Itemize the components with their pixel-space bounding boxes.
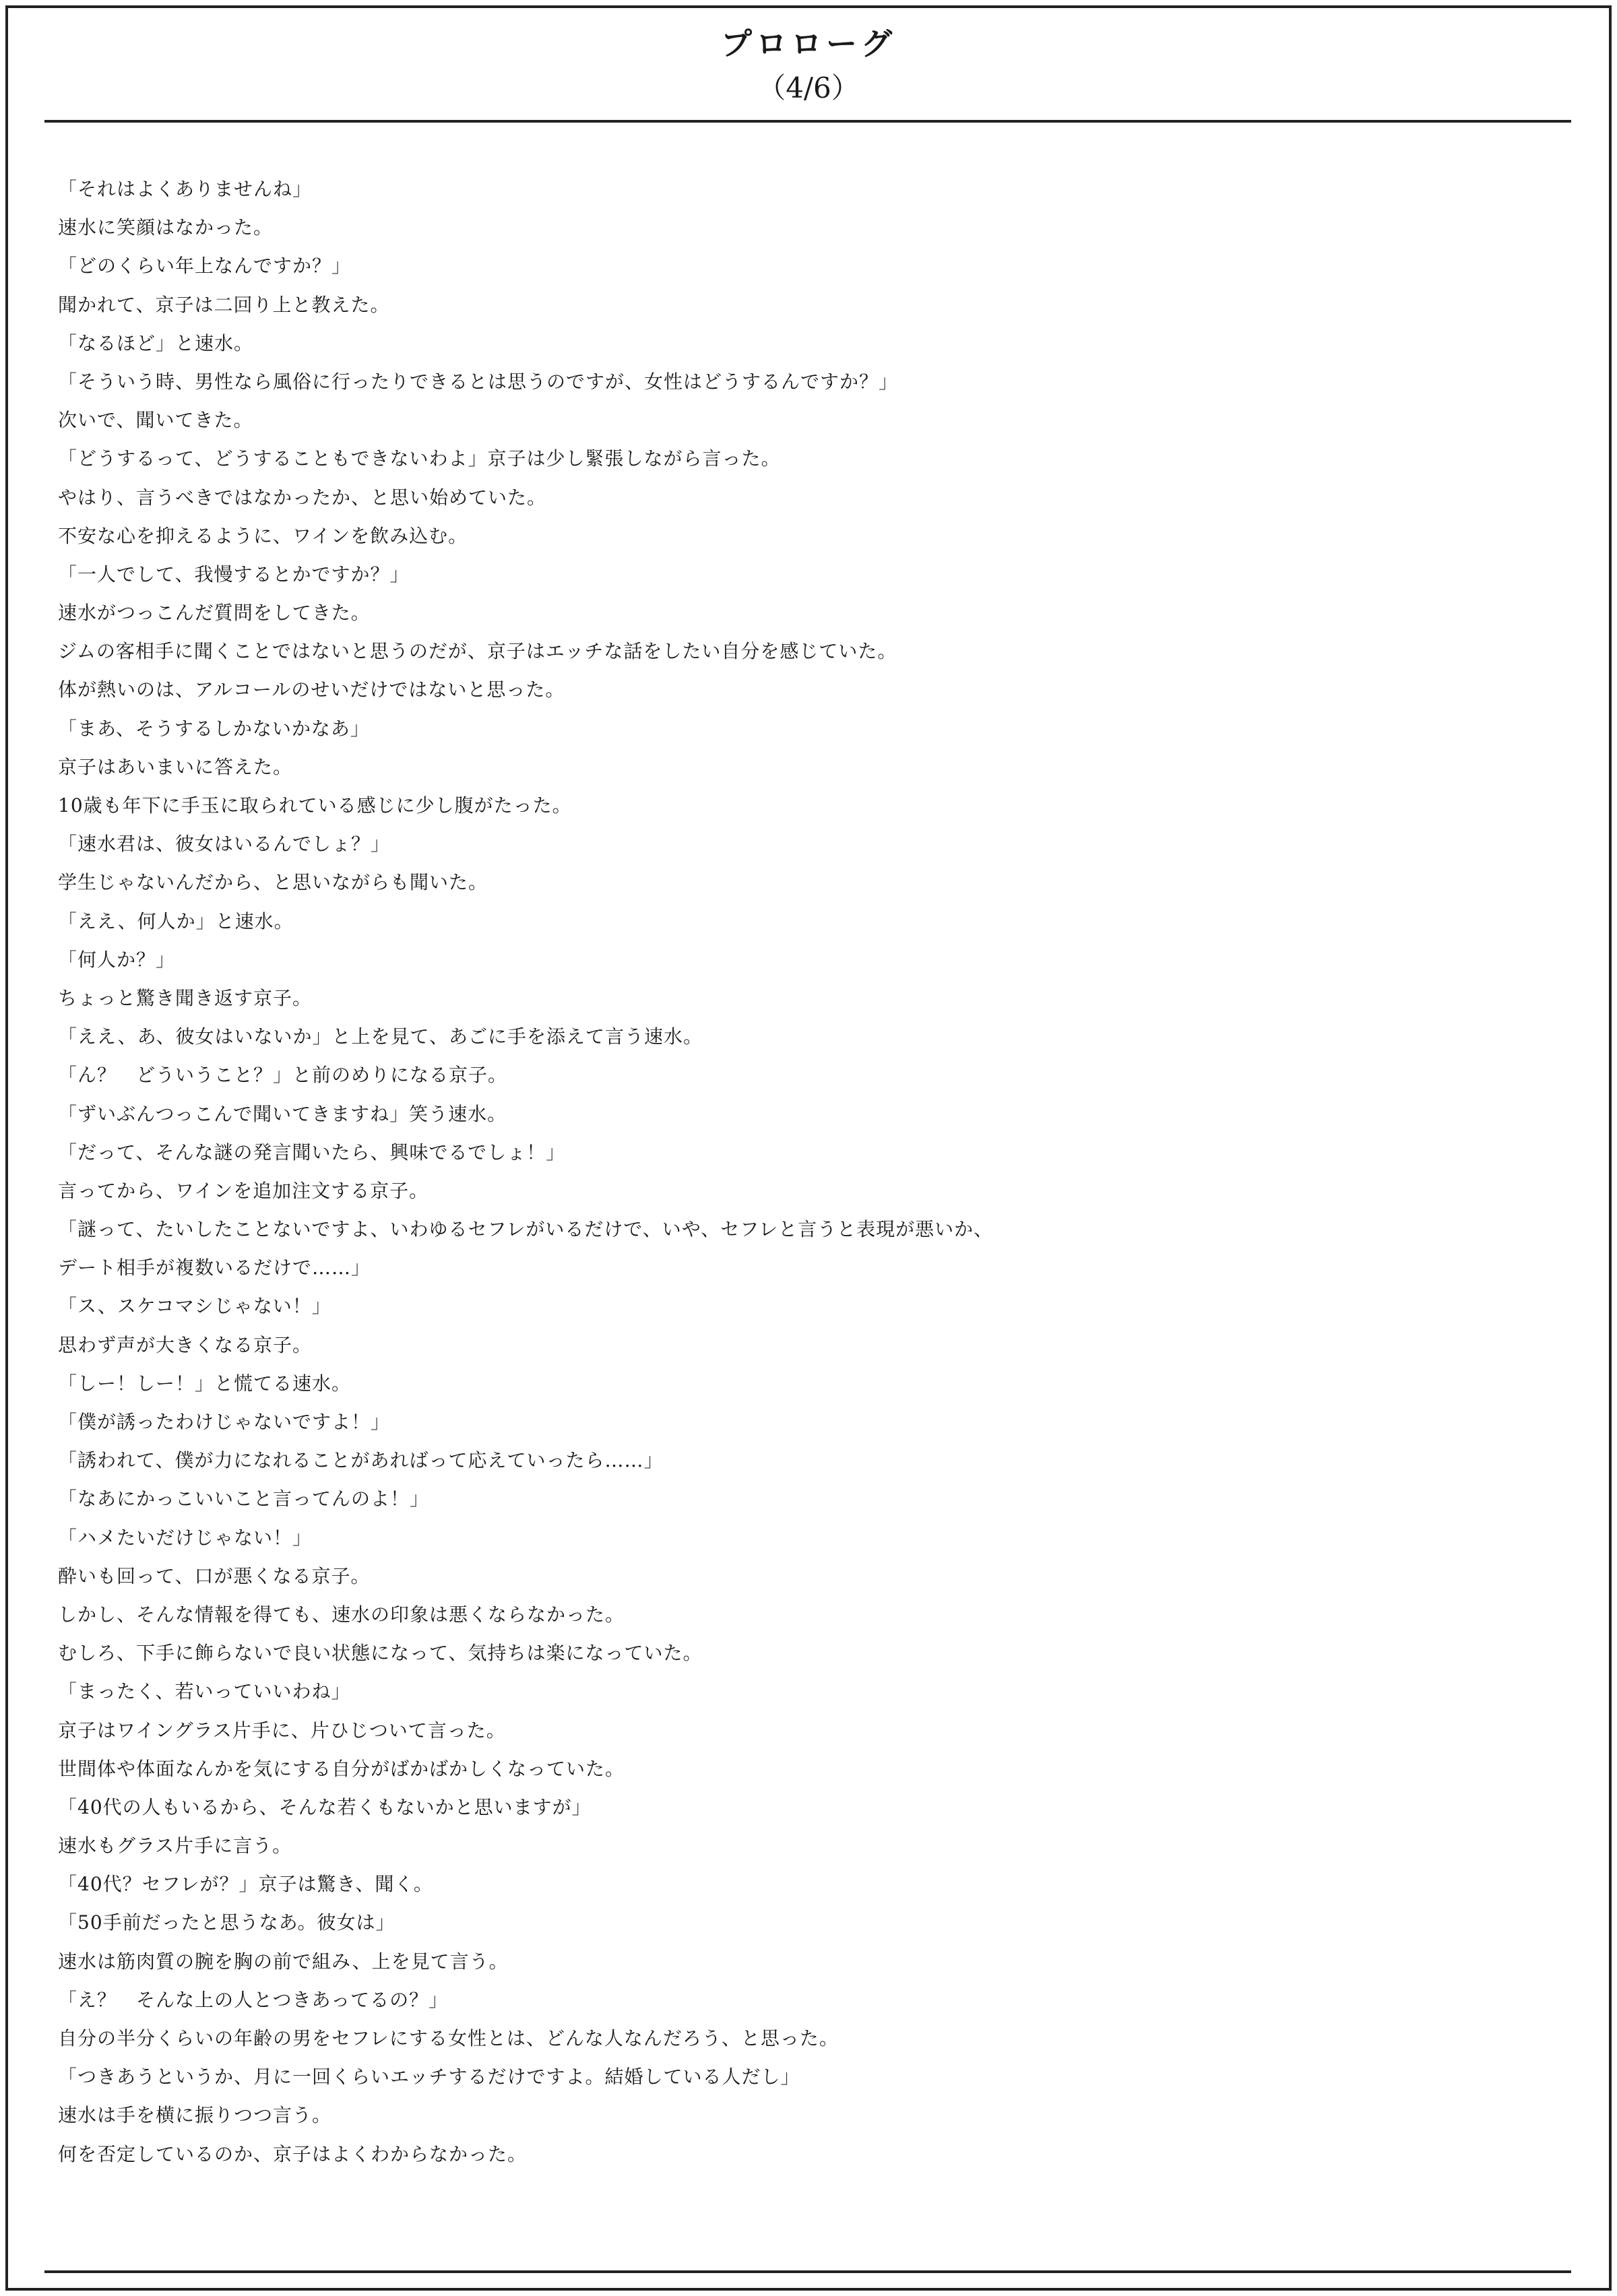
text-line: 「速水君は、彼女はいるんでしょ？」 bbox=[58, 833, 391, 856]
text-line: 「謎って、たいしたことないですよ、いわゆるセフレがいるだけで、いや、セフレと言うと表現が悪いか、 bbox=[58, 1218, 994, 1241]
text-line: 「僕が誘ったわけじゃないですよ！」 bbox=[58, 1411, 391, 1433]
bottom-divider bbox=[44, 2270, 1571, 2273]
text-line: 「え？ そんな上の人とつきあってるの？」 bbox=[58, 1988, 449, 2011]
text-line: デート相手が複数いるだけで……」 bbox=[58, 1256, 371, 1279]
text-line: 「どのくらい年上なんですか？」 bbox=[58, 255, 352, 278]
text-line: 10歳も年下に手玉に取られている感じに少し腹がたった。 bbox=[58, 794, 572, 817]
story-text bbox=[58, 170, 1581, 2173]
text-line: 「ん？ どういうこと？」と前のめりになる京子。 bbox=[58, 1064, 508, 1087]
text-line: 速水は手を横に振りつつ言う。 bbox=[58, 2104, 332, 2127]
text-line: 酔いも回って、口が悪くなる京子。 bbox=[58, 1564, 371, 1587]
text-line: 京子はあいまいに答えた。 bbox=[58, 755, 293, 778]
text-line: 「ずいぶんつっこんで聞いてきますね」笑う速水。 bbox=[58, 1102, 507, 1125]
text-line: 「ええ、あ、彼女はいないか」と上を見て、あごに手を添えて言う速水。 bbox=[58, 1025, 703, 1048]
text-line: 速水もグラス片手に言う。 bbox=[58, 1835, 292, 1857]
page-indicator: （4/6） bbox=[757, 71, 860, 104]
text-line: 「50手前だったと思うなあ。彼女は」 bbox=[58, 1911, 395, 1934]
text-line: 聞かれて、京子は二回り上と教えた。 bbox=[58, 293, 390, 316]
text-line: むしろ、下手に飾らないで良い状態になって、気持ちは楽になっていた。 bbox=[58, 1642, 703, 1665]
text-line: 次いで、聞いてきた。 bbox=[58, 409, 253, 432]
text-line: 「つきあうというか、月に一回くらいエッチするだけですよ。結婚している人だし」 bbox=[58, 2066, 800, 2088]
text-line: 自分の半分くらいの年齢の男をセフレにする女性とは、どんな人なんだろう、と思った。 bbox=[58, 2027, 839, 2049]
text-line: 「なあにかっこいいこと言ってんのよ！」 bbox=[58, 1488, 430, 1510]
text-line: 「だって、そんな謎の発言聞いたら、興味でるでしょ！」 bbox=[58, 1141, 566, 1163]
text-line: 「どうするって、どうすることもできないわよ」京子は少し緊張しながら言った。 bbox=[58, 447, 781, 470]
text-line: しかし、そんな情報を得ても、速水の印象は悪くならなかった。 bbox=[58, 1603, 625, 1626]
chapter-title: プロローグ bbox=[721, 26, 896, 62]
text-line: 何を否定しているのか、京子はよくわからなかった。 bbox=[58, 2142, 528, 2165]
text-line: 速水がつっこんだ質問をしてきた。 bbox=[58, 602, 371, 625]
text-line: ちょっと驚き聞き返す京子。 bbox=[58, 986, 313, 1009]
text-line: やはり、言うべきではなかったか、と思い始めていた。 bbox=[58, 486, 547, 509]
text-line: 京子はワイングラス片手に、片ひじついて言った。 bbox=[58, 1719, 506, 1742]
text-line: 「しー！しー！」と慌てる速水。 bbox=[58, 1372, 352, 1395]
text-line: 言ってから、ワインを追加注文する京子。 bbox=[58, 1179, 429, 1202]
text-line: 「誘われて、僕が力になれることがあればって応えていったら……」 bbox=[58, 1449, 664, 1472]
text-line: 「そういう時、男性なら風俗に行ったりできるとは思うのですが、女性はどうするんですか？」 bbox=[58, 370, 899, 393]
text-line: 「何人か？」 bbox=[58, 948, 176, 971]
text-line: 思わず声が大きくなる京子。 bbox=[58, 1333, 313, 1356]
text-line: 「ス、スケコマシじゃない！」 bbox=[58, 1295, 331, 1318]
text-line: 「まあ、そうするしかないかなあ」 bbox=[58, 717, 370, 740]
text-line: 「一人でして、我慢するとかですか？」 bbox=[58, 563, 410, 585]
text-line: 学生じゃないんだから、と思いながらも聞いた。 bbox=[58, 871, 488, 894]
text-line: 「まったく、若いっていいわね」 bbox=[58, 1680, 351, 1703]
text-line: 体が熱いのは、アルコールのせいだけではないと思った。 bbox=[58, 678, 565, 701]
text-line: 「ハメたいだけじゃない！」 bbox=[58, 1526, 313, 1549]
text-line: 世間体や体面なんかを気にする自分がばかばかしくなっていた。 bbox=[58, 1757, 625, 1780]
text-line: 速水に笑顔はなかった。 bbox=[58, 216, 274, 239]
text-line: 「それはよくありませんね」 bbox=[58, 178, 313, 200]
text-line: 「40代の人もいるから、そんな若くもないかと思いますが」 bbox=[58, 1795, 592, 1818]
text-line: 「なるほど」と速水。 bbox=[58, 331, 254, 354]
text-line: 速水は筋肉質の腕を胸の前で組み、上を見て言う。 bbox=[58, 1950, 509, 1973]
text-line: ジムの客相手に聞くことではないと思うのだが、京子はエッチな話をしたい自分を感じていた。 bbox=[58, 640, 897, 663]
text-line: 不安な心を抑えるように、ワインを飲み込む。 bbox=[58, 524, 468, 547]
top-divider bbox=[44, 120, 1571, 123]
text-line: 「ええ、何人か」と速水。 bbox=[58, 910, 294, 932]
text-line: 「40代？セフレが？」京子は驚き、聞く。 bbox=[58, 1873, 433, 1896]
